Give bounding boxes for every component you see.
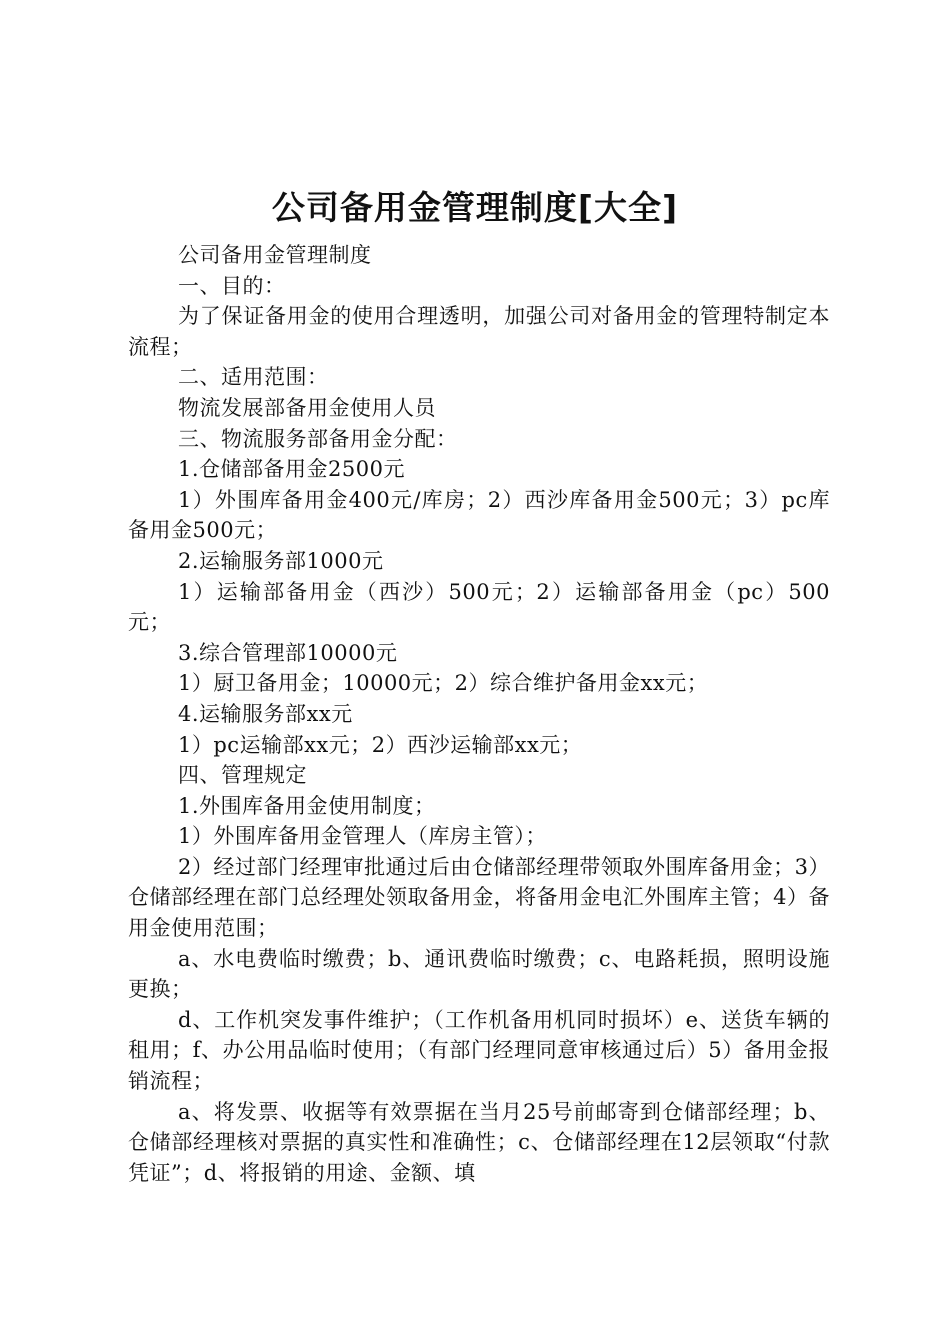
paragraph: 1）厨卫备用金；10000元；2）综合维护备用金xx元； (178, 671, 709, 696)
document-title: 公司备用金管理制度[大全] (271, 188, 679, 227)
paragraph: 1）外围库备用金400元/库房；2）西沙库备用金500元；3）pc库备用金500元； (128, 487, 830, 543)
paragraph: 1）运输部备用金（西沙）500元；2）运输部备用金（pc）500元； (128, 579, 830, 635)
paragraph: 物流发展部备用金使用人员 (178, 395, 436, 420)
paragraph: d、工作机突发事件维护；（工作机备用机同时损坏）e、送货车辆的租用；f、办公用品临时使用；（有部门经理同意审核通过后）5）备用金报销流程； (128, 1007, 830, 1094)
paragraph: 公司备用金管理制度 (178, 243, 372, 267)
section-heading-scope: 二、适用范围： (178, 365, 329, 390)
paragraph: 为了保证备用金的使用合理透明，加强公司对备用金的管理特制定本流程； (128, 304, 830, 359)
section-heading-purpose: 一、目的： (178, 273, 286, 298)
paragraph: 1）pc运输部xx元；2）西沙运输部xx元； (178, 732, 583, 757)
paragraph: a、水电费临时缴费；b、通讯费临时缴费；c、电路耗损，照明设施更换； (128, 946, 830, 1002)
paragraph: 3.综合管理部10000元 (178, 640, 398, 665)
document-body (128, 240, 830, 1188)
paragraph: a、将发票、收据等有效票据在当月25号前邮寄到仓储部经理；b、仓储部经理核对票据的真实性和准确性；c、仓储部经理在12层领取“付款凭证”；d、将报销的用途、金额、填 (128, 1099, 830, 1185)
paragraph: 4.运输服务部xx元 (178, 701, 353, 726)
paragraph: 1）外围库备用金管理人（库房主管）； (178, 824, 547, 849)
paragraph: 1.仓储部备用金2500元 (178, 457, 405, 482)
section-heading-rules: 四、管理规定 (178, 763, 307, 788)
paragraph: 2.运输服务部1000元 (178, 548, 384, 573)
section-heading-allocation: 三、物流服务部备用金分配： (178, 426, 458, 451)
paragraph: 1.外围库备用金使用制度； (178, 793, 436, 818)
paragraph: 2）经过部门经理审批通过后由仓储部经理带领取外围库备用金；3）仓储部经理在部门总经理处领取备用金，将备用金电汇外围库主管；4）备用金使用范围； (128, 854, 830, 941)
